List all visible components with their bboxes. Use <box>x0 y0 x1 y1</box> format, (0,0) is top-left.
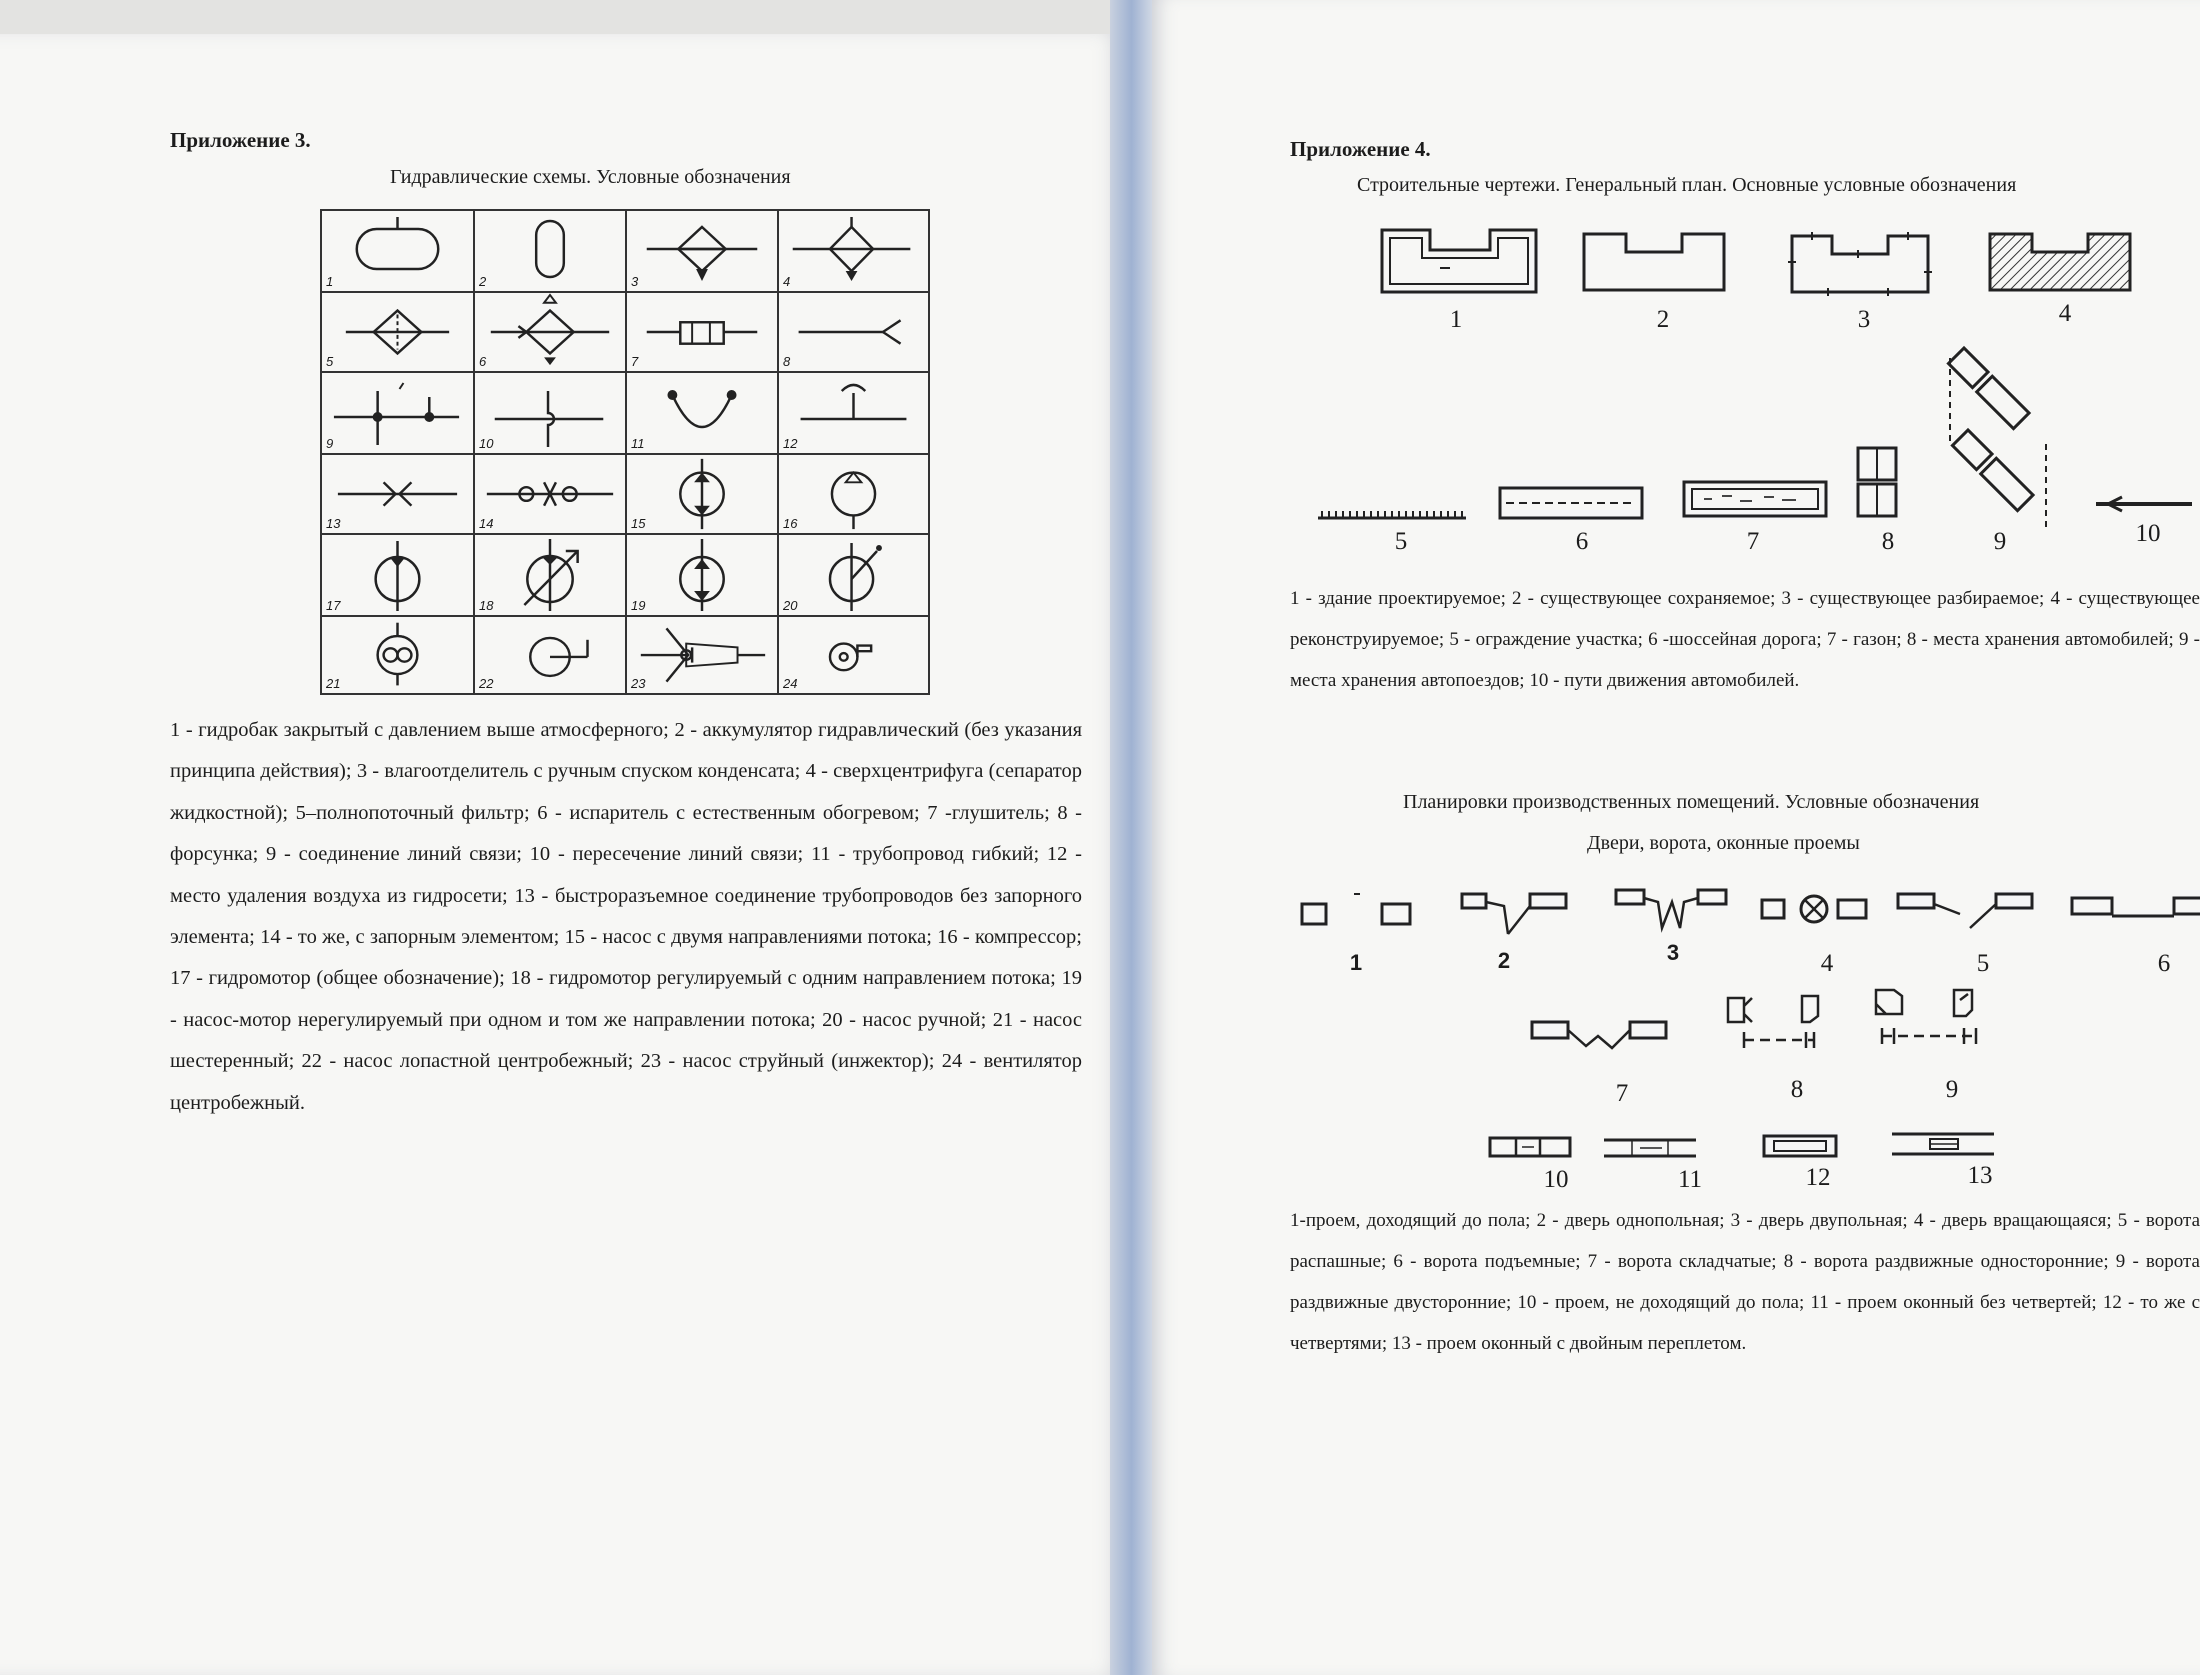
hydraulic-symbol-icon <box>322 617 473 693</box>
lift-gates-symbol <box>2070 892 2200 928</box>
double-door-symbol <box>1614 886 1730 940</box>
door-symbol-number: 12 <box>1805 1164 1831 1191</box>
hydraulic-symbol-number: 4 <box>783 274 791 289</box>
hydraulic-symbol-number: 10 <box>479 436 494 451</box>
opening-to-floor-symbol <box>1300 890 1416 930</box>
door-symbol-number: 1 <box>1349 950 1363 975</box>
site-plan-legend: 1 - здание проектируемое; 2 - существующее сохраняемое; 3 - существующее разбираемое; 4 - существующее реконструируемое; 5 - ограждение участка; 6 -шоссейная дорога; 7 - газон; 8 - места хранения автомобилей; 9 - места хранения автопоездов; 10 - пути движения автомобилей. <box>1290 588 2200 691</box>
hydraulic-symbol-icon <box>627 373 777 453</box>
hydraulic-symbol-cell <box>779 373 928 455</box>
hydraulic-symbol-number: 21 <box>326 676 341 691</box>
building-existing-kept-symbol <box>1582 232 1728 294</box>
hydraulic-symbol-cell <box>475 211 627 293</box>
door-symbol-number: 3 <box>1666 940 1680 965</box>
hydraulic-symbol-cell <box>322 535 475 617</box>
doors-legend: 1-проем, доходящий до пола; 2 - дверь однопольная; 3 - дверь двупольная; 4 - дверь вращающаяся; 5 - ворота распашные; 6 - ворота подъемные; 7 - ворота складчатые; 8 - ворота раздвижные односторонние; 9 - ворота раздвижные двусторонние; 10 - проем, не доходящий до пола; 11 - проем оконный без четвертей; 12 - то же с четвертями; 13 - проем оконный с двойным переплетом. <box>1290 1210 2200 1354</box>
hydraulic-symbol-cell <box>779 293 928 373</box>
hydraulic-symbol-cell <box>627 373 779 455</box>
hydraulic-symbol-icon <box>627 535 777 615</box>
hydraulic-symbol-cell <box>475 455 627 535</box>
door-symbol-number: 10 <box>1543 1166 1569 1193</box>
revolving-door-symbol <box>1760 890 1870 930</box>
hydraulic-symbol-icon <box>627 617 777 693</box>
site-plan-number: 8 <box>1881 528 1895 555</box>
hydraulic-symbol-cell <box>475 373 627 455</box>
hydraulic-symbol-icon <box>322 455 473 533</box>
hydraulic-symbol-icon <box>475 373 625 453</box>
hydraulic-symbol-number: 5 <box>326 354 334 369</box>
hydraulic-symbol-number: 22 <box>479 676 494 691</box>
door-symbol-number: 4 <box>1820 950 1834 977</box>
hydraulic-symbol-cell <box>779 617 928 693</box>
hydraulic-symbol-cell <box>475 617 627 693</box>
hydraulic-symbol-icon <box>322 535 473 615</box>
hydraulic-symbol-number: 13 <box>326 516 341 531</box>
hydraulic-symbol-number: 9 <box>326 436 334 451</box>
hydraulic-symbol-number: 2 <box>479 274 487 289</box>
site-fence-symbol <box>1318 508 1466 522</box>
highway-symbol <box>1498 486 1644 520</box>
site-plan-number: 9 <box>1993 528 2007 555</box>
single-door-symbol <box>1460 888 1572 938</box>
hydraulic-symbol-number: 6 <box>479 354 487 369</box>
hydraulic-symbols-grid <box>320 209 930 695</box>
book-gutter <box>1110 0 1158 1675</box>
opening-not-to-floor-symbol <box>1488 1134 1574 1162</box>
hydraulic-symbol-icon <box>475 455 625 533</box>
swing-gates-symbol <box>1896 886 2036 932</box>
window-double-sash-symbol <box>1890 1130 1996 1160</box>
hydraulic-symbol-number: 15 <box>631 516 646 531</box>
vehicle-path-symbol <box>2094 496 2194 512</box>
hydraulic-symbol-icon <box>779 373 928 453</box>
site-plan-number: 2 <box>1656 306 1670 333</box>
hydraulic-symbol-icon <box>779 535 928 615</box>
hydraulic-symbol-cell <box>779 211 928 293</box>
hydraulic-symbol-number: 12 <box>783 436 798 451</box>
hydraulic-symbol-cell <box>322 455 475 535</box>
hydraulic-symbol-icon <box>627 211 777 291</box>
hydraulic-symbol-cell <box>627 211 779 293</box>
window-opening-with-quarters-symbol <box>1762 1132 1838 1162</box>
hydraulic-symbol-icon <box>322 373 473 453</box>
hydraulic-symbol-number: 20 <box>783 598 798 613</box>
window-opening-no-quarters-symbol <box>1602 1136 1698 1160</box>
door-symbol-number: 13 <box>1967 1162 1993 1189</box>
hydraulic-symbol-cell <box>322 211 475 293</box>
hydraulic-symbol-icon <box>475 211 625 291</box>
hydraulic-symbol-icon <box>779 293 928 371</box>
door-symbol-number: 2 <box>1497 948 1511 973</box>
hydraulic-symbol-cell <box>475 535 627 617</box>
car-storage-symbol <box>1856 446 1898 520</box>
hydraulic-symbol-icon <box>627 293 777 371</box>
door-symbol-number: 5 <box>1976 950 1990 977</box>
hydraulic-symbol-cell <box>627 293 779 373</box>
hydraulic-symbol-cell <box>627 617 779 693</box>
hydraulic-symbol-icon <box>627 455 777 533</box>
hydraulic-symbol-number: 18 <box>479 598 494 613</box>
hydraulic-symbol-icon <box>475 293 625 371</box>
production-layout-caption: Планировки производственных помещений. Условные обозначения <box>1403 791 1980 813</box>
site-plan-number: 10 <box>2135 520 2161 547</box>
appendix-3-title: Приложение 3. <box>170 128 311 152</box>
appendix-4-title: Приложение 4. <box>1290 137 1431 161</box>
hydraulic-symbol-number: 3 <box>631 274 639 289</box>
folding-gates-symbol <box>1530 1016 1670 1060</box>
hydraulic-symbol-cell <box>322 617 475 693</box>
hydraulic-symbol-cell <box>779 535 928 617</box>
hydraulic-symbol-icon <box>779 211 928 291</box>
building-designed-symbol <box>1380 228 1540 296</box>
hydraulic-legend: 1 - гидробак закрытый с давлением выше атмосферного; 2 - аккумулятор гидравлический (без указания принципа действия); 3 - влагоотделитель с ручным спуском конденсата; 4 - сверхцентрифуга (сепаратор жидкостной); 5–полнопоточный фильтр; 6 - испаритель с естественным обогревом; 7 -глушитель; 8 - форсунка; 9 - соединение линий связи; 10 - пересечение линий связи; 11 - трубопровод гибкий; 12 - место удаления воздуха из гидросети; 13 - быстроразъемное соединение трубопроводов без запорного элемента; 14 - то же, с запорным элементом; 15 - насос с двумя направлениями потока; 16 - компрессор; 17 - гидромотор (общее обозначение); 18 - гидромотор регулируемый с одним направлением потока; 19 - насос-мотор нерегулируемый при одном и том же направлении потока; 20 - насос ручной; 21 - насос шестеренный; 22 - насос лопастной центробежный; 23 - насос струйный (инжектор); 24 - вентилятор центробежный. <box>170 719 1082 1114</box>
hydraulic-symbol-cell <box>627 455 779 535</box>
hydraulic-symbol-cell <box>322 293 475 373</box>
hydraulic-symbol-number: 11 <box>631 436 645 451</box>
hydraulic-symbol-number: 24 <box>783 676 798 691</box>
site-plan-number: 4 <box>2058 300 2072 327</box>
site-plan-number: 6 <box>1575 528 1589 555</box>
site-plan-number: 5 <box>1394 528 1408 555</box>
hydraulic-symbol-icon <box>779 455 928 533</box>
building-existing-demolished-symbol <box>1788 232 1934 298</box>
hydraulic-symbol-cell <box>475 293 627 373</box>
hydraulic-symbol-number: 16 <box>783 516 798 531</box>
hydraulic-symbol-number: 17 <box>326 598 341 613</box>
hydraulic-symbol-cell <box>627 535 779 617</box>
site-plan-caption: Строительные чертежи. Генеральный план. Основные условные обозначения <box>1357 174 2017 196</box>
hydraulic-symbol-number: 1 <box>326 274 334 289</box>
hydraulic-symbol-number: 7 <box>631 354 639 369</box>
hydraulic-symbol-number: 14 <box>479 516 494 531</box>
hydraulic-symbol-number: 19 <box>631 598 646 613</box>
site-plan-number: 1 <box>1449 306 1463 333</box>
door-symbol-number: 11 <box>1677 1166 1703 1193</box>
doors-caption: Двери, ворота, оконные проемы <box>1587 832 1860 854</box>
hydraulic-symbol-icon <box>475 535 625 615</box>
door-symbol-number: 7 <box>1615 1080 1629 1107</box>
door-symbol-number: 6 <box>2157 950 2171 977</box>
hydraulic-symbol-number: 8 <box>783 354 791 369</box>
door-symbol-number: 8 <box>1790 1076 1804 1103</box>
hydraulic-caption: Гидравлические схемы. Условные обозначения <box>390 166 791 188</box>
site-plan-number: 3 <box>1857 306 1871 333</box>
lawn-symbol <box>1682 480 1828 518</box>
door-symbol-number: 9 <box>1945 1076 1959 1103</box>
site-plan-number: 7 <box>1746 528 1760 555</box>
hydraulic-symbol-cell <box>779 455 928 535</box>
building-reconstructed-symbol <box>1988 232 2134 294</box>
hydraulic-symbol-icon <box>322 293 473 371</box>
hydraulic-symbol-icon <box>322 211 473 291</box>
sliding-gates-two-side-symbol <box>1872 986 1982 1048</box>
hydraulic-symbol-cell <box>322 373 475 455</box>
sliding-gates-one-side-symbol <box>1722 992 1832 1050</box>
hydraulic-symbol-icon <box>779 617 928 693</box>
road-train-storage-symbol <box>1946 344 2066 534</box>
hydraulic-symbol-icon <box>475 617 625 693</box>
hydraulic-symbol-number: 23 <box>631 676 646 691</box>
